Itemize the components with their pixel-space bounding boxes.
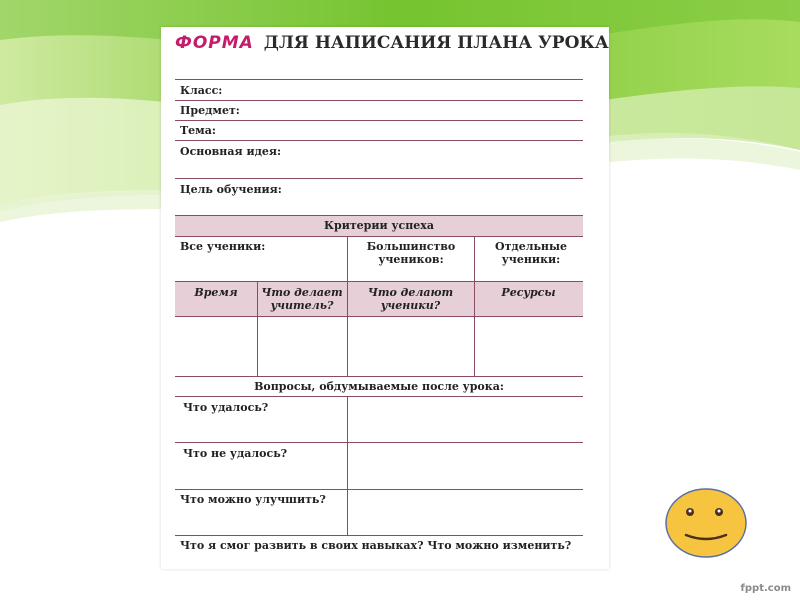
divider bbox=[175, 442, 583, 443]
divider bbox=[175, 178, 583, 179]
divider bbox=[175, 396, 583, 397]
class-label: Класс: bbox=[180, 84, 223, 97]
time-header: Время bbox=[194, 286, 238, 299]
reflection-header: Вопросы, обдумываемые после урока: bbox=[254, 380, 504, 393]
column-divider bbox=[474, 236, 475, 281]
column-divider bbox=[347, 236, 348, 281]
divider bbox=[175, 140, 583, 141]
divider bbox=[175, 535, 583, 536]
column-divider bbox=[257, 281, 258, 376]
brand-watermark: fppt.com bbox=[740, 583, 791, 594]
skills-question-label: Что я смог развить в своих навыках? Что можно изменить? bbox=[180, 539, 572, 552]
success-criteria-title: Критерии успеха bbox=[324, 219, 434, 232]
went-well-label: Что удалось? bbox=[183, 401, 269, 414]
divider bbox=[175, 489, 583, 490]
subject-label: Предмет: bbox=[180, 104, 240, 117]
most-students-label: Большинство учеников: bbox=[366, 240, 456, 266]
column-divider bbox=[347, 281, 348, 376]
went-wrong-label: Что не удалось? bbox=[183, 447, 288, 460]
column-divider bbox=[474, 281, 475, 376]
improve-label: Что можно улучшить? bbox=[180, 493, 326, 506]
lesson-plan-form bbox=[161, 27, 609, 569]
smiley-face-icon bbox=[664, 487, 748, 559]
divider bbox=[175, 79, 583, 80]
all-students-label: Все ученики: bbox=[180, 240, 266, 253]
column-divider bbox=[347, 396, 348, 535]
some-students-label: Отдельные ученики: bbox=[494, 240, 568, 266]
learning-goal-label: Цель обучения: bbox=[180, 183, 282, 196]
topic-label: Тема: bbox=[180, 124, 216, 137]
form-title-text: ДЛЯ НАПИСАНИЯ ПЛАНА УРОКА bbox=[263, 33, 609, 53]
divider bbox=[175, 100, 583, 101]
main-idea-label: Основная идея: bbox=[180, 145, 282, 158]
resources-header: Ресурсы bbox=[501, 286, 556, 299]
divider bbox=[175, 120, 583, 121]
teacher-header: Что делает учитель? bbox=[261, 286, 343, 312]
divider bbox=[175, 376, 583, 377]
form-title bbox=[175, 33, 609, 53]
students-header: Что делают ученики? bbox=[367, 286, 454, 312]
form-title-accent: ФОРМА bbox=[175, 33, 254, 53]
